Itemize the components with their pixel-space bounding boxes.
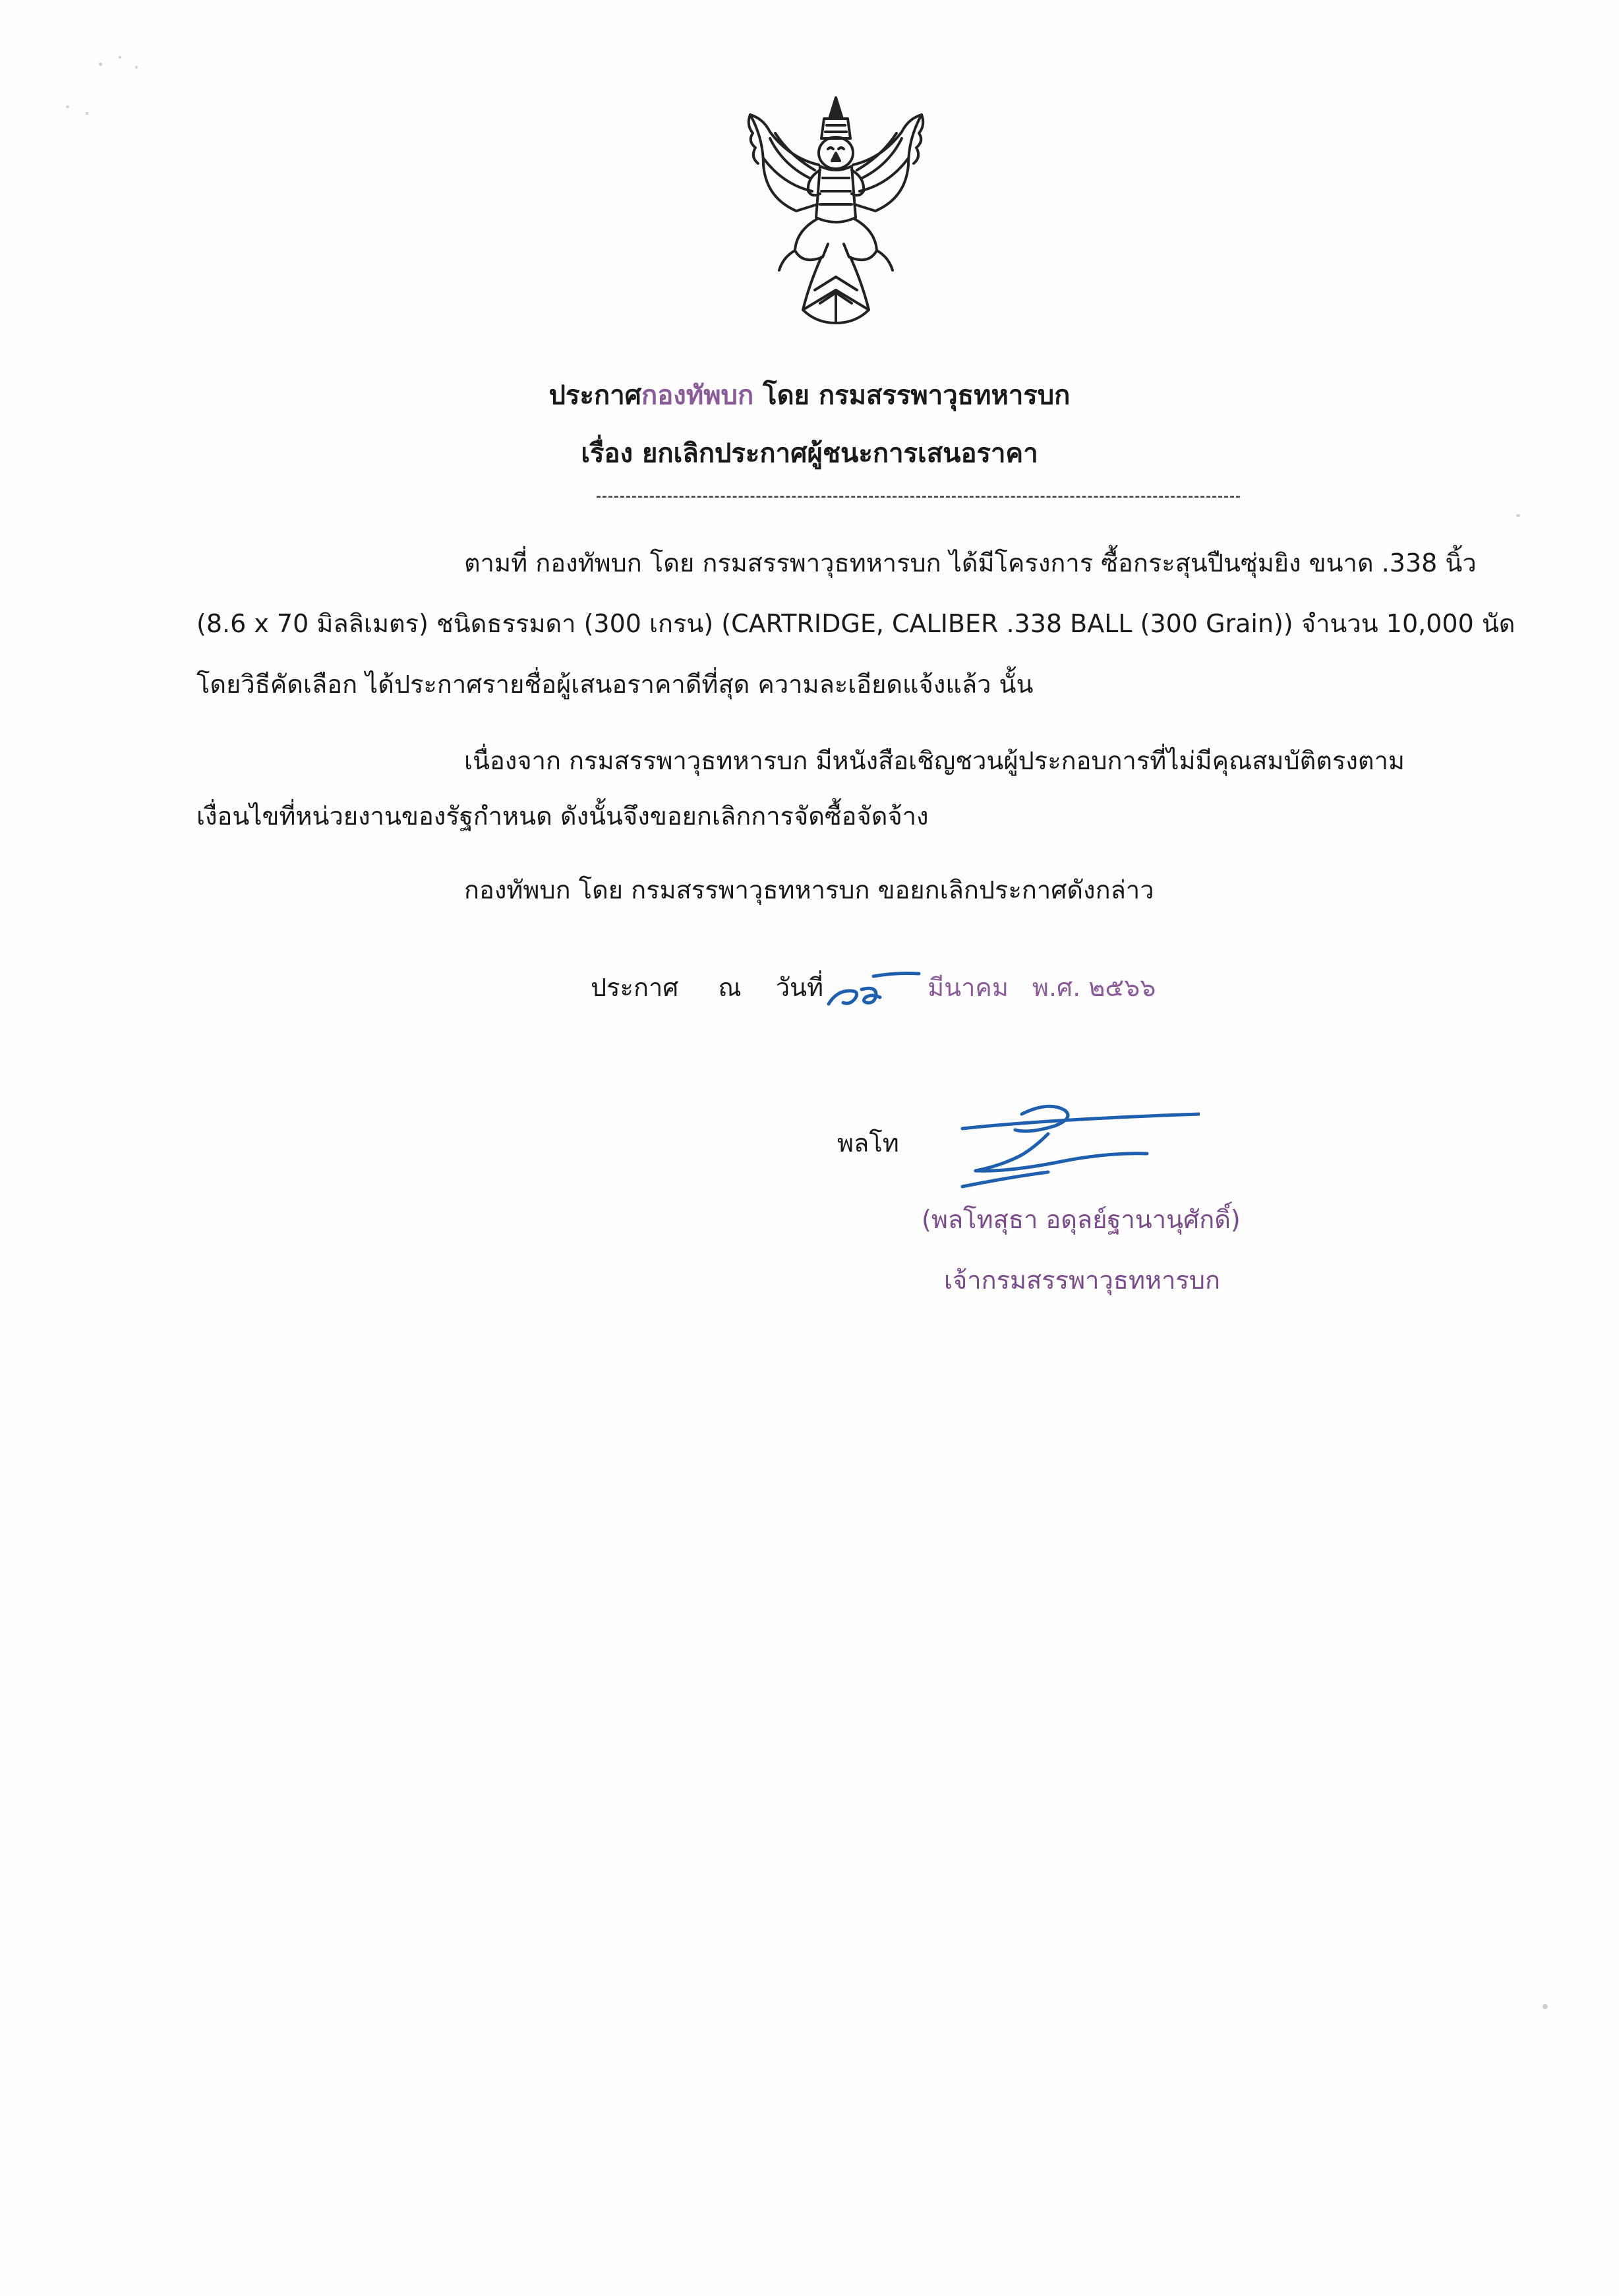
scan-speck (86, 112, 88, 115)
document-subject: เรื่อง ยกเลิกประกาศผู้ชนะการเสนอราคา (581, 438, 1038, 469)
announcement-date-line (591, 969, 1156, 1008)
garuda-emblem-icon (744, 92, 928, 330)
signer-name: (พลโทสุธา อดุลย์ฐานานุศักดิ์) (922, 1205, 1241, 1234)
document-title (0, 377, 1619, 414)
scan-speck (1543, 2004, 1548, 2009)
paragraph-1-line-2: (8.6 x 70 มิลลิเมตร) ชนิดธรรมดา (300 เกรน) (CARTRIDGE, CALIBER .338 BALL (300 Grain)) จำนวน 10,000 นัด (196, 609, 1516, 638)
announce-prefix: ประกาศ (591, 973, 679, 1002)
month-text: มีนาคม (927, 973, 1009, 1002)
scan-speck (1516, 514, 1520, 517)
announce-at: ณ (718, 973, 742, 1002)
scan-speck (119, 56, 121, 59)
signer-rank: พลโท (837, 1129, 899, 1158)
paragraph-1-line-3: โดยวิธีคัดเลือก ได้ประกาศรายชื่อผู้เสนอราคาดีที่สุด ความละเอียดแจ้งแล้ว นั้น (196, 670, 1034, 699)
paragraph-2-line-1: เนื่องจาก กรมสรรพาวุธทหารบก มีหนังสือเชิญชวนผู้ประกอบการที่ไม่มีคุณสมบัติตรงตาม (464, 746, 1405, 775)
date-label: วันที่ (775, 973, 824, 1002)
title-divider (597, 496, 1240, 498)
paragraph-3-line-1: กองทัพบก โดย กรมสรรพาวุธทหารบก ขอยกเลิกประกาศดังกล่าว (464, 875, 1154, 904)
signer-position: เจ้ากรมสรรพาวุธทหารบก (944, 1266, 1220, 1295)
scan-speck (99, 63, 102, 66)
title-organization: กองทัพบก (641, 380, 754, 411)
title-suffix: โดย กรมสรรพาวุธทหารบก (753, 380, 1071, 411)
handwritten-day-number (823, 971, 922, 1008)
year-text: พ.ศ. ๒๕๖๖ (1032, 973, 1156, 1002)
paragraph-1-line-1: ตามที่ กองทัพบก โดย กรมสรรพาวุธทหารบก ได้มีโครงการ ซื้อกระสุนปืนซุ่มยิง ขนาด .338 นิ้ว (464, 548, 1477, 577)
paragraph-2-line-2: เงื่อนไขที่หน่วยงานของรัฐกำหนด ดังนั้นจึงขอยกเลิกการจัดซื้อจัดจ้าง (196, 802, 929, 831)
title-prefix: ประกาศ (548, 380, 642, 411)
scan-speck (66, 105, 69, 108)
scan-speck (135, 66, 138, 69)
handwritten-signature (949, 1088, 1200, 1200)
